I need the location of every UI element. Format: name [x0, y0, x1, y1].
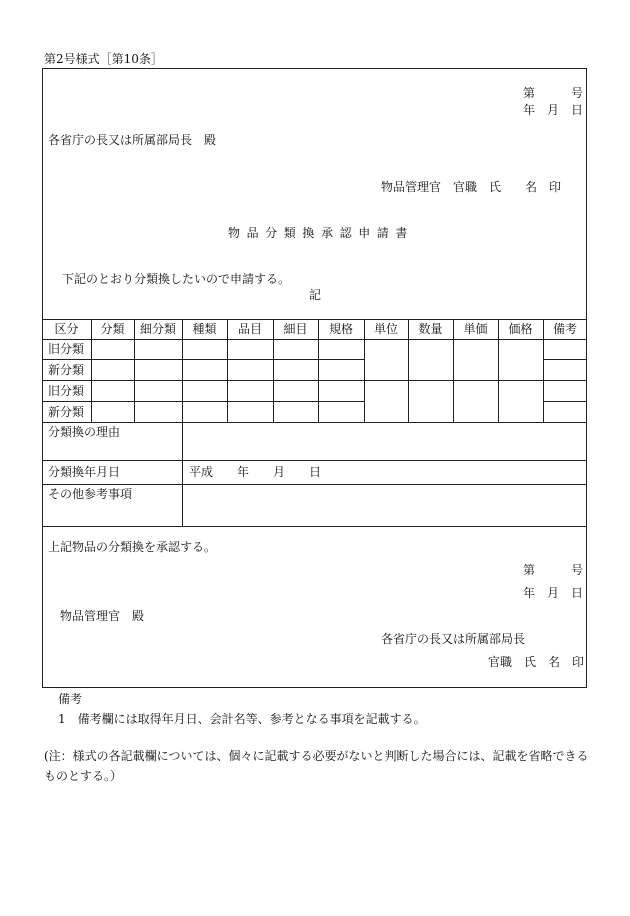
header-saibunrui: 細分類: [139, 322, 176, 336]
footnote-line-2: ものとする。）: [44, 769, 123, 783]
header-hinmoku: 品目: [237, 322, 262, 336]
document-date: 年 月 日: [523, 103, 584, 117]
header-biko: 備考: [552, 322, 577, 336]
header-shurui: 種類: [192, 322, 217, 336]
reason-label: 分類換の理由: [48, 425, 121, 439]
intro-text: 下記のとおり分類換したいので申請する。: [62, 272, 291, 286]
form-frame: [42, 68, 587, 688]
row-label-old-2: 旧分類: [48, 384, 85, 398]
approval-text: 上記物品の分類換を承認する。: [48, 540, 217, 554]
approval-number: 第 号: [523, 563, 584, 577]
row-label-old-1: 旧分類: [48, 342, 85, 356]
ki-marker: 記: [309, 288, 322, 302]
addressee: 各省庁の長又は所属部局長 殿: [48, 133, 217, 147]
row-label-new-1: 新分類: [48, 363, 85, 377]
date-row-label: 分類換年月日: [48, 465, 121, 479]
document-number: 第 号: [523, 86, 584, 100]
header-suryo: 数量: [418, 322, 443, 336]
row-label-new-2: 新分類: [48, 405, 85, 419]
header-kikaku: 規格: [328, 322, 353, 336]
header-tanka: 単価: [463, 322, 488, 336]
header-saimoku: 細目: [283, 322, 308, 336]
footnote-line-1: (注：様式の各記載欄については、個々に記載する必要がないと判断した場合には、記載を省略できる: [44, 749, 589, 763]
applicant-signature: 物品管理官 官職 氏 名 印: [381, 180, 562, 194]
header-kubun: 区分: [54, 322, 79, 336]
notes-item-1: 1 備考欄には取得年月日、会計名等、参考となる事項を記載する。: [58, 712, 426, 726]
approval-addressee: 物品管理官 殿: [60, 609, 145, 623]
header-tani: 単位: [373, 322, 398, 336]
form-title: 物品分類換承認申請書: [228, 226, 415, 240]
approval-date: 年 月 日: [523, 586, 584, 600]
header-bunrui: 分類: [100, 322, 125, 336]
form-id: 第2号様式［第10条］: [44, 52, 163, 66]
notes-heading: 備考: [58, 692, 83, 706]
header-kakaku: 価格: [508, 322, 533, 336]
approver-org: 各省庁の長又は所属部局長: [381, 632, 526, 646]
other-label: その他参考事項: [48, 487, 133, 501]
approver-signature: 官職 氏 名 印: [488, 655, 585, 669]
date-row-value: 平成 年 月 日: [189, 465, 322, 479]
